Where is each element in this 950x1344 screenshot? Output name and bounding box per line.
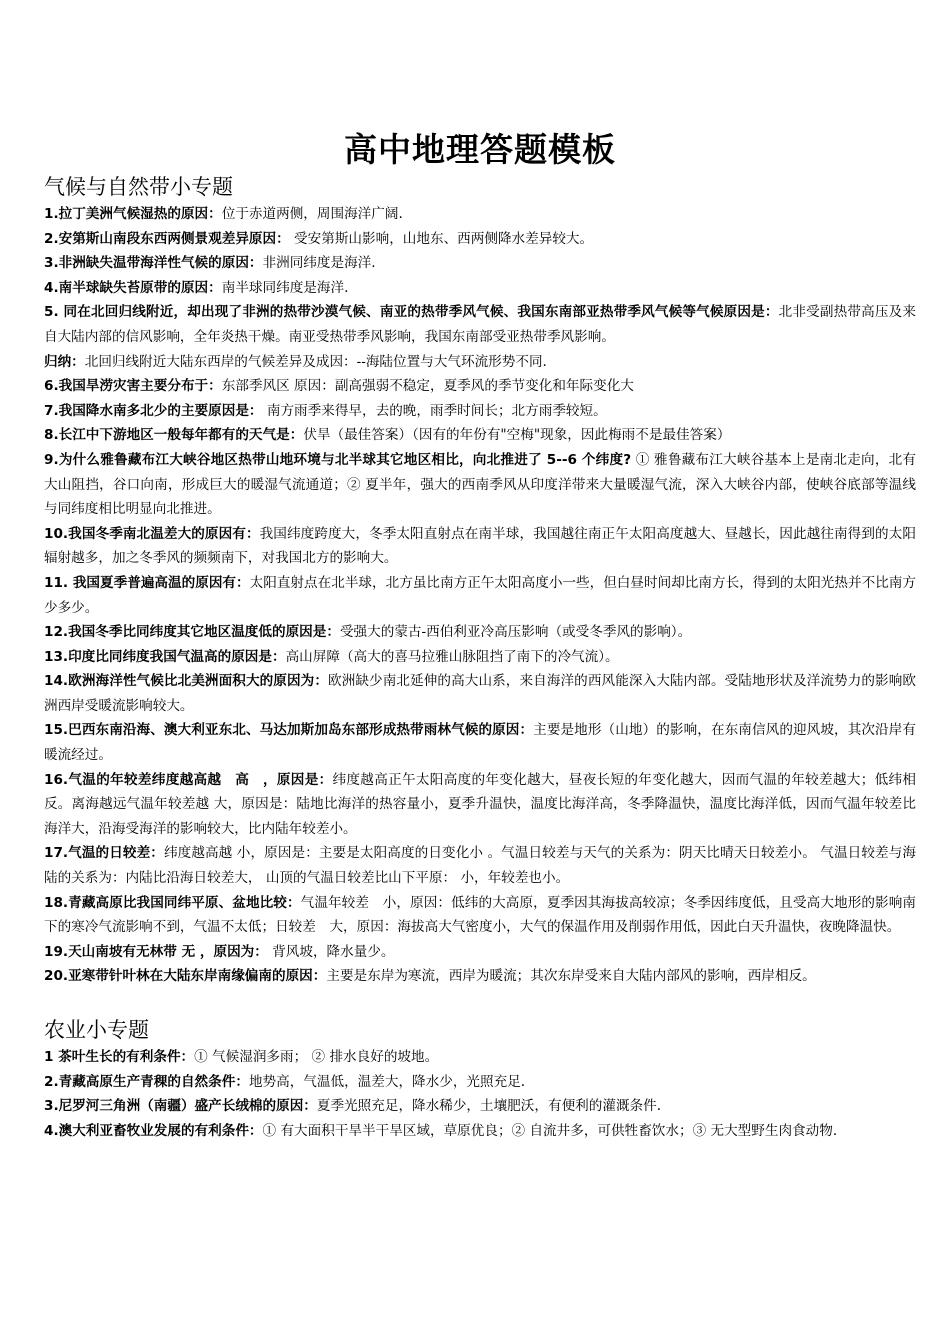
answer-text: 伏旱（最佳答案）（因有的年份有"空梅"现象，因此梅雨不是最佳答案） (303, 427, 731, 444)
answer-text: ① 雅鲁藏布江大峡谷基本上是南北走向，北有大山阻挡，谷口向南，形成巨大的暖湿气流通道；② 夏半年，强大的西南季风从印度洋带来大量暖湿气流，深入大峡谷内部，使峡谷底部等温线与同纬度相比明显向北推进。 (44, 451, 917, 518)
question-text: 归纳： (44, 353, 85, 370)
question-text: 11. 我国夏季普遍高温的原因有： (44, 574, 250, 591)
question-text: 7.我国降水南多北少的主要原因是： (44, 402, 263, 419)
question-text: 3.尼罗河三角洲（南疆）盛产长绒棉的原因： (44, 1098, 317, 1115)
qa-item (44, 423, 916, 448)
question-text: 18.青藏高原比我国同纬平原、盆地比较： (44, 894, 301, 911)
question-text: 12.我国冬季比同纬度其它地区温度低的原因是： (44, 624, 340, 641)
qa-item (44, 350, 916, 375)
answer-text: 受强大的蒙古-西伯利亚冷高压影响（或受冬季风的影响）。 (339, 624, 692, 641)
qa-item (44, 276, 916, 301)
qa-item (44, 669, 916, 718)
answer-text: 北回归线附近大陆东西岸的气候差异及成因：--海陆位置与大气环流形势不同. (84, 353, 547, 370)
qa-item (44, 448, 916, 522)
qa-item (44, 522, 916, 571)
answer-text: 非洲同纬度是海洋. (262, 255, 376, 272)
answer-text: 欧洲缺少南北延伸的高大山系，来自海洋的西风能深入大陆内部。受陆地形状及洋流势力的影响欧洲西岸受暖流影响较大。 (44, 673, 916, 714)
qa-item (44, 227, 916, 252)
question-text: 10.我国冬季南北温差大的原因有： (44, 525, 260, 542)
qa-item (44, 1045, 916, 1070)
qa-item (44, 620, 916, 645)
answer-text: 夏季光照充足，降水稀少，土壤肥沃，有便利的灌溉条件. (316, 1098, 662, 1115)
question-text: 1 茶叶生长的有利条件： (44, 1049, 195, 1065)
qa-item (44, 645, 916, 670)
question-text: 5. 同在北回归线附近，却出现了非洲的热带沙漠气候、南亚的热带季风气候、我国东南部亚热带季风气候等气候原因是： (44, 304, 779, 321)
question-text: 9.为什么雅鲁藏布江大峡谷地区热带山地环境与北半球其它地区相比，向北推进了 5--6 个纬度? (44, 451, 632, 468)
qa-item (44, 768, 916, 842)
answer-text: 南方雨季来得早，去的晚，雨季时间长；北方雨季较短。 (262, 402, 607, 419)
answer-text: 北非受副热带高压及来自大陆内部的信风影响，全年炎热干燥。南亚受热带季风影响，我国东南部受亚热带季风影响。 (44, 304, 917, 345)
question-text: 20.亚寒带针叶林在大陆东岸南缘偏南的原因： (44, 968, 327, 985)
answer-text: 地势高，气温低，温差大，降水少，光照充足. (248, 1073, 526, 1090)
answer-text: 南半球同纬度是海洋. (221, 279, 349, 296)
qa-item (44, 374, 916, 399)
qa-item (44, 964, 916, 989)
answer-text: ① 有大面积干旱半干旱区域，草原优良；② 自流井多，可供牲畜饮水；③ 无大型野生肉食动物. (262, 1122, 838, 1139)
qa-item (44, 399, 916, 424)
question-text: 4.南半球缺失苔原带的原因： (44, 279, 222, 296)
qa-item (44, 251, 916, 276)
answer-text: 主要是地形（山地）的影响，在东南信风的迎风坡，其次沿岸有暖流经过。 (44, 722, 916, 764)
document-title: 高中地理答题模板 (344, 130, 616, 169)
question-text: 3.非洲缺失温带海洋性气候的原因： (44, 255, 263, 272)
question-text: 6.我国旱涝灾害主要分布于： (44, 378, 222, 395)
section-spacer (44, 989, 916, 1015)
qa-item (44, 571, 916, 620)
qa-item (44, 841, 916, 890)
sections-container (44, 172, 916, 1143)
qa-item (44, 1094, 916, 1119)
answer-text: 纬度越高越 小，原因是：主要是太阳高度的日变化小 。气温日较差与天气的关系为：阴天比晴天日较差小。 气温日较差与海陆的关系为：内陆比沿海日较差大， 山顶的气温日较差比山下平原： 小，年较差也小。 (44, 845, 916, 887)
answer-text: 位于赤道两侧，周围海洋广阔. (221, 206, 403, 222)
section-heading: 农业小专题 (44, 1018, 149, 1042)
question-text: 15.巴西东南沿海、澳大利亚东北、马达加斯加岛东部形成热带雨林气候的原因： (44, 722, 534, 739)
qa-item (44, 202, 916, 227)
qa-item (44, 891, 916, 940)
answer-text: 太阳直射点在北半球，北方虽比南方正午太阳高度小一些，但白昼时间却比南方长，得到的太阳光热并不比南方少多少。 (44, 574, 916, 616)
qa-item (44, 1070, 916, 1095)
answer-text: ① 气候湿润多雨； ② 排水良好的坡地。 (194, 1049, 439, 1065)
answer-text: 东部季风区 原因：副高强弱不稳定，夏季风的季节变化和年际变化大 (221, 378, 634, 395)
answer-text: 主要是东岸为寒流，西岸为暖流；其次东岸受来自大陆内部风的影响，西岸相反。 (326, 968, 816, 985)
qa-item (44, 1119, 916, 1144)
answer-text: 高山屏障（高大的喜马拉雅山脉阻挡了南下的冷气流）。 (285, 648, 619, 665)
question-text: 2.安第斯山南段东西两侧景观差异原因： (44, 230, 290, 247)
answer-text: 纬度越高正午太阳高度的年变化越大，昼夜长短的年变化越大，因而气温的年较差越大；低纬相反。离海越远气温年较差越 大，原因是：陆地比海洋的热容量小，夏季升温快，温度比海洋高，冬季降温快，温度比海洋低，因而气温年较差比海洋大，沿海受海洋的影响较大，比内陆年较差小。 (44, 771, 916, 837)
qa-item (44, 940, 916, 965)
question-text: 4.澳大利亚畜牧业发展的有利条件： (44, 1122, 263, 1139)
answer-text: 气温年较差 小，原因：低纬的大高原，夏季因其海拔高较凉；冬季因纬度低，且受高大地形的影响南下的寒冷气流影响不到，气温不太低；日较差 大，原因：海拔高大气密度小，大气的保温作用及削弱作用低，因此白天升温快，夜晚降温快。 (44, 894, 916, 936)
answer-text: 背风坡，降水量少。 (267, 943, 395, 960)
question-text: 19.天山南坡有无林带 无 ，原因为： (44, 943, 268, 960)
question-text: 17.气温的日较差： (44, 845, 164, 862)
question-text: 8.长江中下游地区一般每年都有的天气是： (44, 427, 304, 444)
question-text: 1.拉丁美洲气候湿热的原因： (44, 206, 222, 222)
question-text: 13.印度比同纬度我国气温高的原因是： (44, 648, 286, 665)
question-text: 14.欧洲海洋性气候比北美洲面积大的原因为： (44, 673, 329, 690)
document-page (44, 128, 916, 1143)
section-heading: 气候与自然带小专题 (44, 175, 233, 199)
question-text: 16.气温的年较差纬度越高越 高 ，原因是： (44, 771, 333, 788)
qa-item (44, 718, 916, 767)
question-text: 2.青藏高原生产青稞的自然条件： (44, 1073, 249, 1090)
answer-text: 受安第斯山影响，山地东、西两侧降水差异较大。 (289, 230, 594, 247)
qa-item (44, 300, 916, 349)
answer-text: 我国纬度跨度大，冬季太阳直射点在南半球，我国越往南正午太阳高度越大、昼越长，因此越往南得到的太阳辐射越多，加之冬季风的频频南下，对我国北方的影响大。 (44, 525, 916, 567)
